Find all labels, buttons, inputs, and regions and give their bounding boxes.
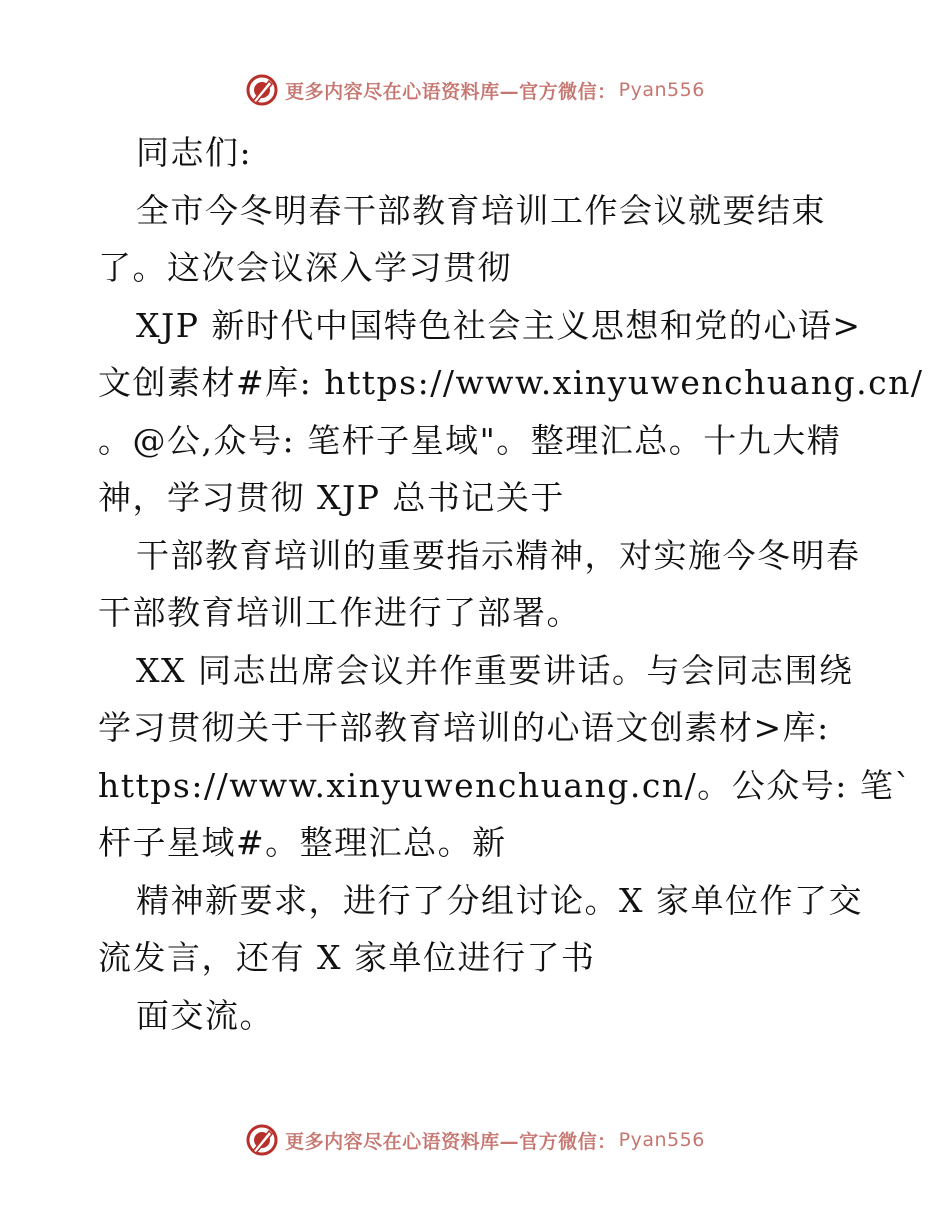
pen-logo-icon: [245, 73, 279, 107]
watermark-wechat-id: Pyan556: [618, 1129, 705, 1151]
text-line: XX 同志出席会议并作重要讲话。与会同志围绕: [136, 650, 854, 690]
text-line: XJP 新时代中国特色社会主义思想和党的心语>: [136, 305, 862, 345]
text-line: 文创素材#库: https://www.xinyuwenchuang.cn/: [98, 363, 924, 402]
watermark-text: 更多内容尽在心语资料库—官方微信：: [285, 1130, 617, 1153]
text-line: https://www.xinyuwenchuang.cn/。公众号: 笔`: [98, 765, 913, 805]
text-line: 神，学习贯彻 XJP 总书记关于: [98, 478, 565, 517]
text-line: 杆子星域#。整理汇总。新: [98, 823, 507, 862]
text-line: 了。这次会议深入学习贯彻: [98, 248, 512, 287]
text-line: 。@公,众号: 笔杆子星域"。整理汇总。十九大精: [98, 420, 842, 460]
header-watermark: [0, 70, 950, 110]
text-line: 学习贯彻关于干部教育培训的心语文创素材>库:: [98, 708, 830, 747]
text-line: 干部教育培训的重要指示精神，对实施今冬明春: [136, 535, 861, 575]
text-line: 面交流。: [136, 995, 274, 1035]
document-body: [98, 124, 924, 1044]
text-line: 同志们:: [136, 133, 253, 172]
text-line: 全市今冬明春干部教育培训工作会议就要结束: [136, 190, 826, 230]
pen-logo-icon: [245, 1123, 279, 1157]
watermark-text: 更多内容尽在心语资料库—官方微信：: [285, 80, 617, 103]
text-line: 流发言，还有 X 家单位进行了书: [98, 938, 596, 977]
text-line: 精神新要求，进行了分组讨论。X 家单位作了交: [136, 880, 863, 920]
footer-watermark: [0, 1120, 950, 1160]
text-line: 干部教育培训工作进行了部署。: [98, 593, 581, 632]
watermark-wechat-id: Pyan556: [618, 79, 705, 101]
